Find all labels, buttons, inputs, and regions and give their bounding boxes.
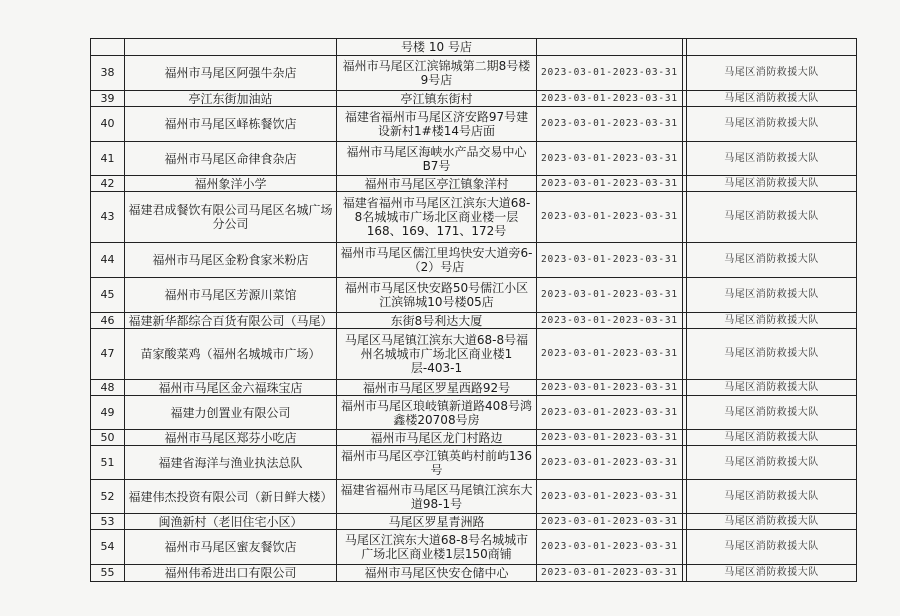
- table-row: [91, 107, 857, 142]
- unit-name: 苗家酸菜鸡（福州名城城市广场）: [125, 329, 337, 380]
- inspection-team: 马尾区消防救援大队: [687, 107, 857, 142]
- inspection-period: 2023-03-01-2023-03-31: [537, 278, 683, 313]
- row-number: 41: [91, 142, 125, 176]
- table-row: [91, 514, 857, 530]
- unit-name: 福州市马尾区命律食杂店: [125, 142, 337, 176]
- unit-name: 亭江东街加油站: [125, 91, 337, 107]
- unit-address: 号楼 10 号店: [337, 39, 537, 56]
- inspection-period: [537, 39, 683, 56]
- row-number: 45: [91, 278, 125, 313]
- inspection-team: 马尾区消防救援大队: [687, 278, 857, 313]
- unit-address: 福州市马尾区龙门村路边: [337, 430, 537, 446]
- table-row: [91, 480, 857, 514]
- inspection-team: 马尾区消防救援大队: [687, 480, 857, 514]
- row-number: 40: [91, 107, 125, 142]
- inspection-period: 2023-03-01-2023-03-31: [537, 514, 683, 530]
- unit-address: 亭江镇东街村: [337, 91, 537, 107]
- table-row: [91, 142, 857, 176]
- inspection-period: 2023-03-01-2023-03-31: [537, 380, 683, 396]
- inspection-team: 马尾区消防救援大队: [687, 565, 857, 582]
- inspection-team: 马尾区消防救援大队: [687, 142, 857, 176]
- table-row: [91, 530, 857, 565]
- unit-address: 福州市马尾区亭江镇英屿村前屿136号: [337, 446, 537, 480]
- inspection-team: 马尾区消防救援大队: [687, 192, 857, 243]
- inspection-team: 马尾区消防救援大队: [687, 514, 857, 530]
- unit-address: 福建省福州市马尾区江滨东大道68-8名城城市广场北区商业楼一层168、169、171、172号: [337, 192, 537, 243]
- unit-name: 闽渔新村（老旧住宅小区）: [125, 514, 337, 530]
- row-number: 42: [91, 176, 125, 192]
- row-number: 54: [91, 530, 125, 565]
- inspection-team: 马尾区消防救援大队: [687, 530, 857, 565]
- inspection-team: 马尾区消防救援大队: [687, 329, 857, 380]
- unit-address: 马尾区江滨东大道68-8号名城城市广场北区商业楼1层150商铺: [337, 530, 537, 565]
- row-number: 55: [91, 565, 125, 582]
- table-row: [91, 243, 857, 278]
- table-row: [91, 278, 857, 313]
- inspection-period: 2023-03-01-2023-03-31: [537, 565, 683, 582]
- inspection-period: 2023-03-01-2023-03-31: [537, 313, 683, 329]
- inspection-period: 2023-03-01-2023-03-31: [537, 176, 683, 192]
- row-number: 39: [91, 91, 125, 107]
- unit-name: 福州伟希进出口有限公司: [125, 565, 337, 582]
- row-number: 48: [91, 380, 125, 396]
- table-row: [91, 329, 857, 380]
- table-row: [91, 192, 857, 243]
- inspection-team: 马尾区消防救援大队: [687, 176, 857, 192]
- row-number: 46: [91, 313, 125, 329]
- unit-address: 福建省福州市马尾区马尾镇江滨东大道98-1号: [337, 480, 537, 514]
- table-row-continued: [91, 39, 857, 56]
- inspection-team: 马尾区消防救援大队: [687, 313, 857, 329]
- inspection-team: 马尾区消防救援大队: [687, 446, 857, 480]
- unit-address: 福州市马尾区儒江里坞快安大道旁6-（2）号店: [337, 243, 537, 278]
- table-row: [91, 430, 857, 446]
- unit-name: 福州市马尾区峄栋餐饮店: [125, 107, 337, 142]
- unit-address: 福州市马尾区亭江镇象洋村: [337, 176, 537, 192]
- unit-name: 福建省海洋与渔业执法总队: [125, 446, 337, 480]
- row-number: [91, 39, 125, 56]
- unit-name: 福州市马尾区郑芬小吃店: [125, 430, 337, 446]
- unit-name: 福州象洋小学: [125, 176, 337, 192]
- table-row: [91, 176, 857, 192]
- inspection-period: 2023-03-01-2023-03-31: [537, 192, 683, 243]
- inspection-team: 马尾区消防救援大队: [687, 430, 857, 446]
- inspection-period: 2023-03-01-2023-03-31: [537, 107, 683, 142]
- row-number: 47: [91, 329, 125, 380]
- inspection-team: 马尾区消防救援大队: [687, 91, 857, 107]
- row-number: 49: [91, 396, 125, 430]
- inspection-team: [687, 39, 857, 56]
- inspection-team: 马尾区消防救援大队: [687, 243, 857, 278]
- unit-name: 福州市马尾区蜜友餐饮店: [125, 530, 337, 565]
- unit-address: 福建省福州市马尾区济安路97号建设新村1#楼14号店面: [337, 107, 537, 142]
- unit-address: 福州市马尾区快安路50号儒江小区江滨锦城10号楼05店: [337, 278, 537, 313]
- inspection-period: 2023-03-01-2023-03-31: [537, 480, 683, 514]
- table-row: [91, 313, 857, 329]
- table-row: [91, 380, 857, 396]
- inspection-period: 2023-03-01-2023-03-31: [537, 243, 683, 278]
- inspection-table: [90, 38, 857, 582]
- unit-name: 福建君成餐饮有限公司马尾区名城广场分公司: [125, 192, 337, 243]
- inspection-team: 马尾区消防救援大队: [687, 396, 857, 430]
- inspection-period: 2023-03-01-2023-03-31: [537, 446, 683, 480]
- inspection-team: 马尾区消防救援大队: [687, 380, 857, 396]
- table-row: [91, 91, 857, 107]
- unit-name: 福建新华都综合百货有限公司（马尾）: [125, 313, 337, 329]
- unit-name: 福建伟杰投资有限公司（新日鲜大楼）: [125, 480, 337, 514]
- inspection-period: 2023-03-01-2023-03-31: [537, 396, 683, 430]
- inspection-period: 2023-03-01-2023-03-31: [537, 142, 683, 176]
- unit-name: 福州市马尾区阿强牛杂店: [125, 56, 337, 91]
- table-row: [91, 565, 857, 582]
- unit-name: [125, 39, 337, 56]
- unit-address: 福州市马尾区琅岐镇新道路408号鸿鑫楼20708号房: [337, 396, 537, 430]
- row-number: 44: [91, 243, 125, 278]
- table-row: [91, 56, 857, 91]
- inspection-period: 2023-03-01-2023-03-31: [537, 56, 683, 91]
- row-number: 52: [91, 480, 125, 514]
- unit-name: 福州市马尾区金粉食家米粉店: [125, 243, 337, 278]
- row-number: 51: [91, 446, 125, 480]
- unit-name: 福建力创置业有限公司: [125, 396, 337, 430]
- inspection-period: 2023-03-01-2023-03-31: [537, 530, 683, 565]
- unit-address: 福州市马尾区罗星西路92号: [337, 380, 537, 396]
- unit-address: 福州市马尾区江滨锦城第二期8号楼9号店: [337, 56, 537, 91]
- unit-name: 福州市马尾区金六福珠宝店: [125, 380, 337, 396]
- table-row: [91, 396, 857, 430]
- row-number: 50: [91, 430, 125, 446]
- inspection-period: 2023-03-01-2023-03-31: [537, 91, 683, 107]
- row-number: 38: [91, 56, 125, 91]
- unit-address: 福州市马尾区海峡水产品交易中心B7号: [337, 142, 537, 176]
- unit-address: 东街8号利达大厦: [337, 313, 537, 329]
- row-number: 43: [91, 192, 125, 243]
- row-number: 53: [91, 514, 125, 530]
- inspection-period: 2023-03-01-2023-03-31: [537, 430, 683, 446]
- table-row: [91, 446, 857, 480]
- unit-address: 马尾区马尾镇江滨东大道68-8号福州名城城市广场北区商业楼1层-403-1: [337, 329, 537, 380]
- unit-address: 福州市马尾区快安仓储中心: [337, 565, 537, 582]
- table-body: [91, 39, 857, 582]
- unit-name: 福州市马尾区芳源川菜馆: [125, 278, 337, 313]
- inspection-team: 马尾区消防救援大队: [687, 56, 857, 91]
- unit-address: 马尾区罗星青洲路: [337, 514, 537, 530]
- inspection-period: 2023-03-01-2023-03-31: [537, 329, 683, 380]
